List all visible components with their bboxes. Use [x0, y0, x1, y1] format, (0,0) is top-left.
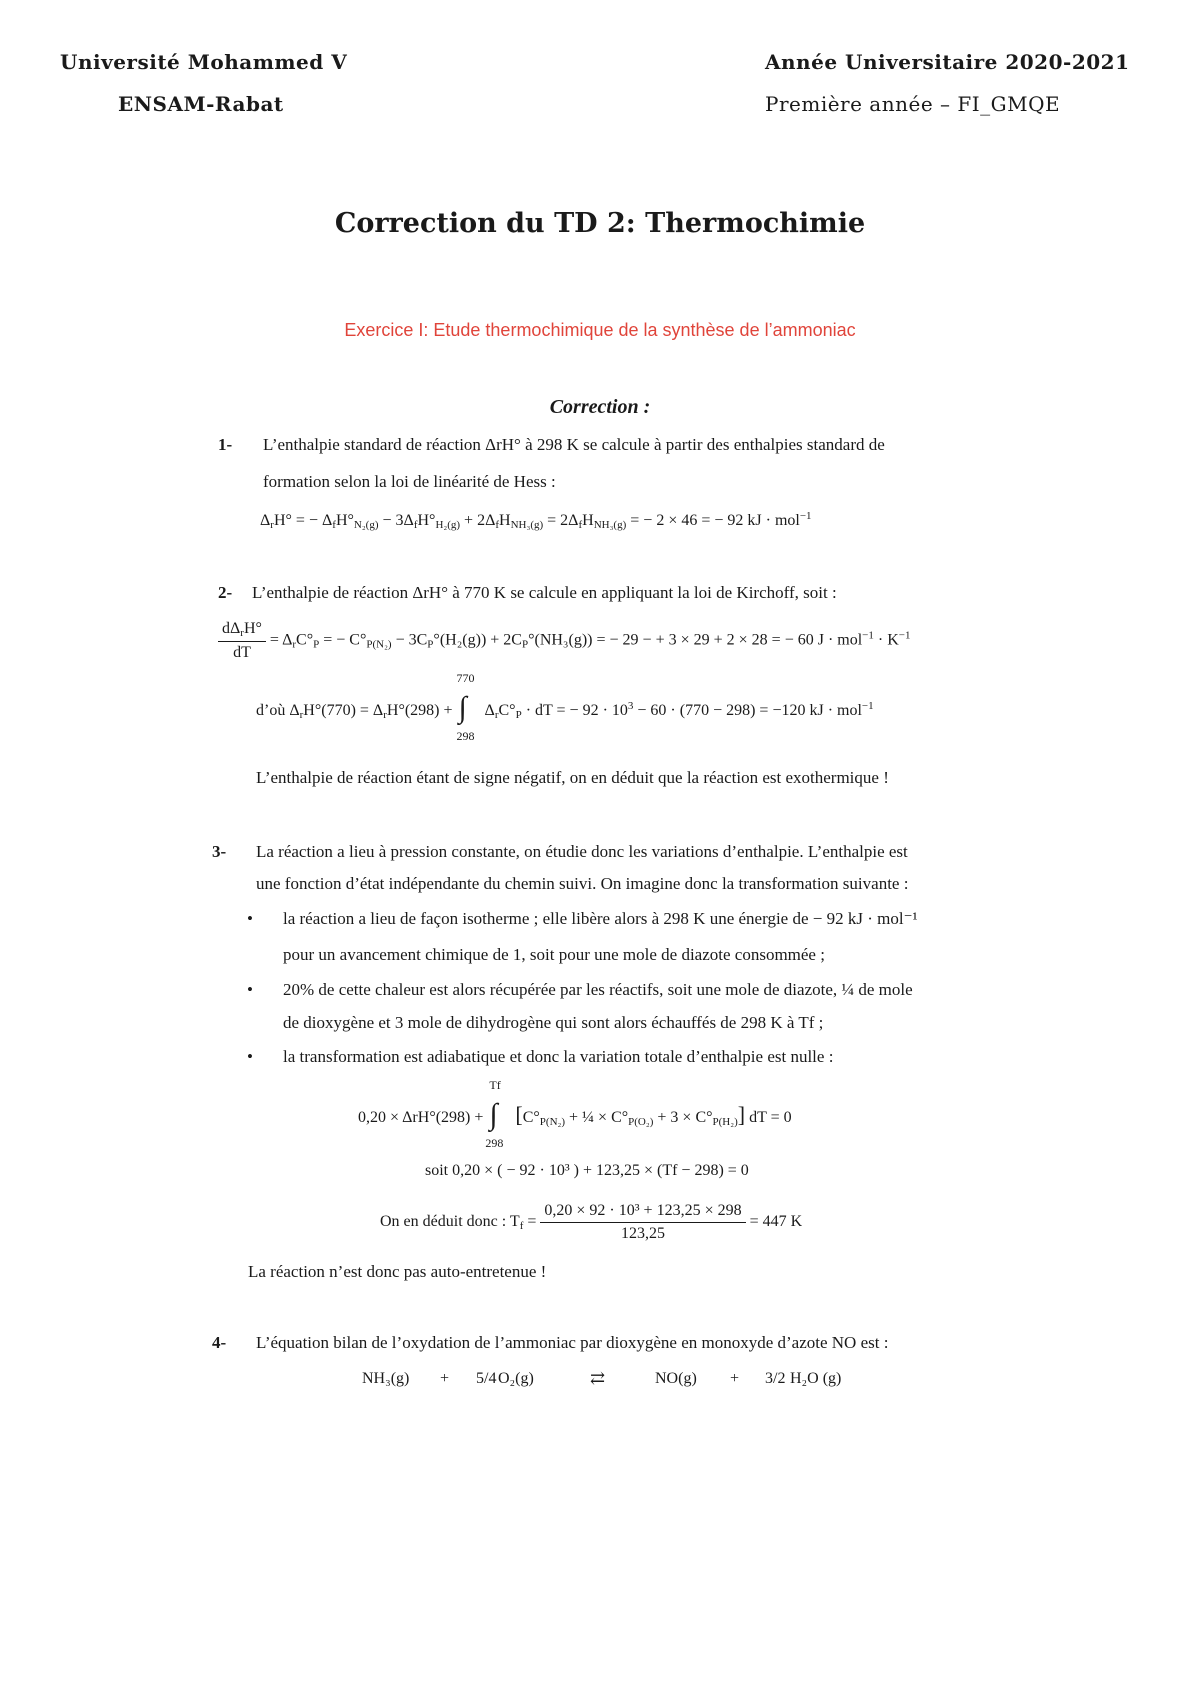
- derivative-exponent-1: −1: [862, 629, 874, 642]
- soit-equation: soit 0,20 × ( − 92 · 10³ ) + 123,25 × (Tf − 298) = 0: [425, 1162, 749, 1179]
- coefficient-h2o: 3/2: [765, 1370, 786, 1387]
- dou-label: d’où: [256, 702, 286, 719]
- derivative-fraction: $\frac{d\Delta_rH^\circ}{dT}$: [218, 620, 266, 662]
- university-name: Université Mohammed V: [60, 50, 348, 74]
- tf-numerator: 0,20 × 92 · 10³ + 123,25 × 298: [540, 1202, 745, 1223]
- question-2-conclusion: L’enthalpie de réaction étant de signe négatif, on en déduit que la réaction est exothermique !: [256, 768, 889, 787]
- bullet-1: •: [247, 909, 253, 928]
- exercise-title: Exercice I: Etude thermochimique de la synthèse de l’ammoniac: [344, 320, 856, 340]
- question-2-number: 2-: [218, 583, 233, 602]
- question-3-number: 3-: [212, 842, 227, 861]
- bullet-1-line-2: pour un avancement chimique de 1, soit pour une mole de diazote consommée ;: [283, 945, 825, 964]
- question-3-line-2: une fonction d’état indépendante du chemin suivi. On imagine donc la transformation suivante :: [256, 874, 909, 893]
- adiabatic-integral-lower: 298: [485, 1136, 504, 1151]
- hess-equation: $\Delta_rH^\circ$ = − $\Delta_fH^\circ_{N_2(g)} - 3\Delta_fH^\circ_{H_2(g)} + 2\Delta_fH_{NH_3(g)} = 2\Delta_fH_{NH_3(g)}$ = − 2 × 46 = − 92 kJ · mol$^{-1}$: [260, 510, 812, 531]
- reactant-o2: O₂(g): [498, 1370, 534, 1387]
- question-3-conclusion: La réaction n’est donc pas auto-entretenue !: [248, 1262, 547, 1281]
- bullet-2: •: [247, 980, 253, 999]
- coefficient-o2: 5/4: [476, 1370, 497, 1387]
- integral-upper-limit: 770: [456, 671, 475, 686]
- integration-exponent: 3: [627, 700, 634, 712]
- question-1-line-2: formation selon la loi de linéarité de Hess :: [263, 472, 556, 491]
- tf-result: = 447 K: [749, 1213, 803, 1231]
- question-4-line-1: L’équation bilan de l’oxydation de l’ammoniac par dioxygène en monoxyde d’azote NO est :: [256, 1333, 889, 1352]
- bullet-3: •: [247, 1047, 253, 1066]
- adiabatic-integral-sign: Tf ∫ 298: [485, 1078, 504, 1151]
- bullet-2-line-2: de dioxygène et 3 mole de dihydrogène qui sont alors échauffés de 298 K à Tf ;: [283, 1013, 824, 1032]
- correction-label: Correction :: [549, 396, 651, 418]
- plus-sign-1: +: [440, 1370, 450, 1387]
- study-level: Première année – FI_GMQE: [765, 92, 1061, 116]
- integration-result-rest: − 60 · (770 − 298) = −120 kJ · mol: [633, 702, 862, 719]
- question-4-number: 4-: [212, 1333, 227, 1352]
- integration-result: = − 92 · 10: [556, 702, 628, 719]
- tf-denominator: 123,25: [620, 1225, 665, 1242]
- reactant-nh3: NH₃(g): [362, 1370, 410, 1387]
- derivative-exponent-2: −1: [898, 629, 911, 642]
- hess-result-exponent: −1: [799, 510, 812, 522]
- tf-equation: On en déduit donc : $T_f$ = $\frac{\text{0,20 × 92 · 10³ + 123,25 × 298}}{123,25}$ = 447 K: [380, 1202, 803, 1242]
- hess-result: = − 2 × 46 = − 92 kJ · mol: [630, 512, 800, 529]
- bullet-1-line-1: la réaction a lieu de façon isotherme ; elle libère alors à 298 K une énergie de − 92 kJ · mol⁻¹: [283, 909, 918, 928]
- bullet-3-line-1: la transformation est adiabatique et donc la variation totale d’enthalpie est nulle :: [283, 1047, 834, 1066]
- product-no: NO(g): [655, 1370, 697, 1387]
- question-1-line-1: L’enthalpie standard de réaction ΔrH° à 298 K se calcule à partir des enthalpies standard de: [263, 435, 885, 454]
- product-h2o: H₂O (g): [790, 1370, 842, 1387]
- page-title: Correction du TD 2: Thermochimie: [334, 208, 866, 239]
- tf-fraction: [540, 1202, 745, 1243]
- bullet-2-line-1: 20% de cette chaleur est alors récupérée par les réactifs, soit une mole de diazote, ¼ de mole: [283, 980, 913, 999]
- adiabatic-equation: 0,20 × ΔrH°(298) + Tf ∫ 298 [$C^\circ_{P(N_2)}$ + ¼ × $C^\circ_{P(O_2)} + 3 \times C^\circ_{P(H_2)}$] dT = 0: [358, 1078, 792, 1151]
- academic-year: Année Universitaire 2020-2021: [765, 50, 1130, 74]
- derivative-unit-k: · K: [873, 631, 899, 649]
- tf-lead: On en déduit donc :: [380, 1213, 507, 1231]
- question-2-line-1: L’enthalpie de réaction ΔrH° à 770 K se calcule en appliquant la loi de Kirchoff, soit :: [252, 583, 837, 602]
- integration-equation: d’où $\Delta_rH^\circ(770) = \Delta_rH^\circ(298)$ + 770 ∫ 298 $\Delta_rC^\circ_P$ · dT = − $92 \cdot 10^3 - 60 \cdot (770 - 298) = -120$ kJ · mol$^{-1}$: [256, 671, 874, 744]
- adiabatic-integral-upper: Tf: [489, 1078, 501, 1093]
- integral-lower-limit: 298: [456, 729, 475, 744]
- question-1-number: 1-: [218, 435, 233, 454]
- plus-sign-2: +: [730, 1370, 740, 1387]
- adiabatic-lhs: 0,20 × ΔrH°(298) +: [358, 1109, 484, 1126]
- equilibrium-arrow: ⇄: [590, 1368, 606, 1388]
- derivative-result: = − 29 − + 3 × 29 + 2 × 28 = − 60 J · mol: [596, 631, 863, 649]
- integration-unit-exponent: −1: [861, 700, 874, 712]
- adiabatic-rhs: dT = 0: [749, 1109, 792, 1126]
- integral-sign: 770 ∫ 298: [456, 671, 475, 744]
- question-3-line-1: La réaction a lieu à pression constante, on étudie donc les variations d’enthalpie. L’enthalpie est: [256, 842, 908, 861]
- kirchhoff-derivative-equation: $\frac{d\Delta_rH^\circ}{dT}$ = $\Delta_rC^\circ_P$ = − $C^\circ_{P(N_2)} - 3C_P^\circ(H_2(g)) + 2C_P^\circ(NH_3(g))$ = − 29 − + 3 × 29 + 2 × 28 = − 60 $J \cdot mol^{-1} \cdot K^{-1}$: [218, 620, 910, 662]
- school-name: ENSAM-Rabat: [118, 92, 284, 116]
